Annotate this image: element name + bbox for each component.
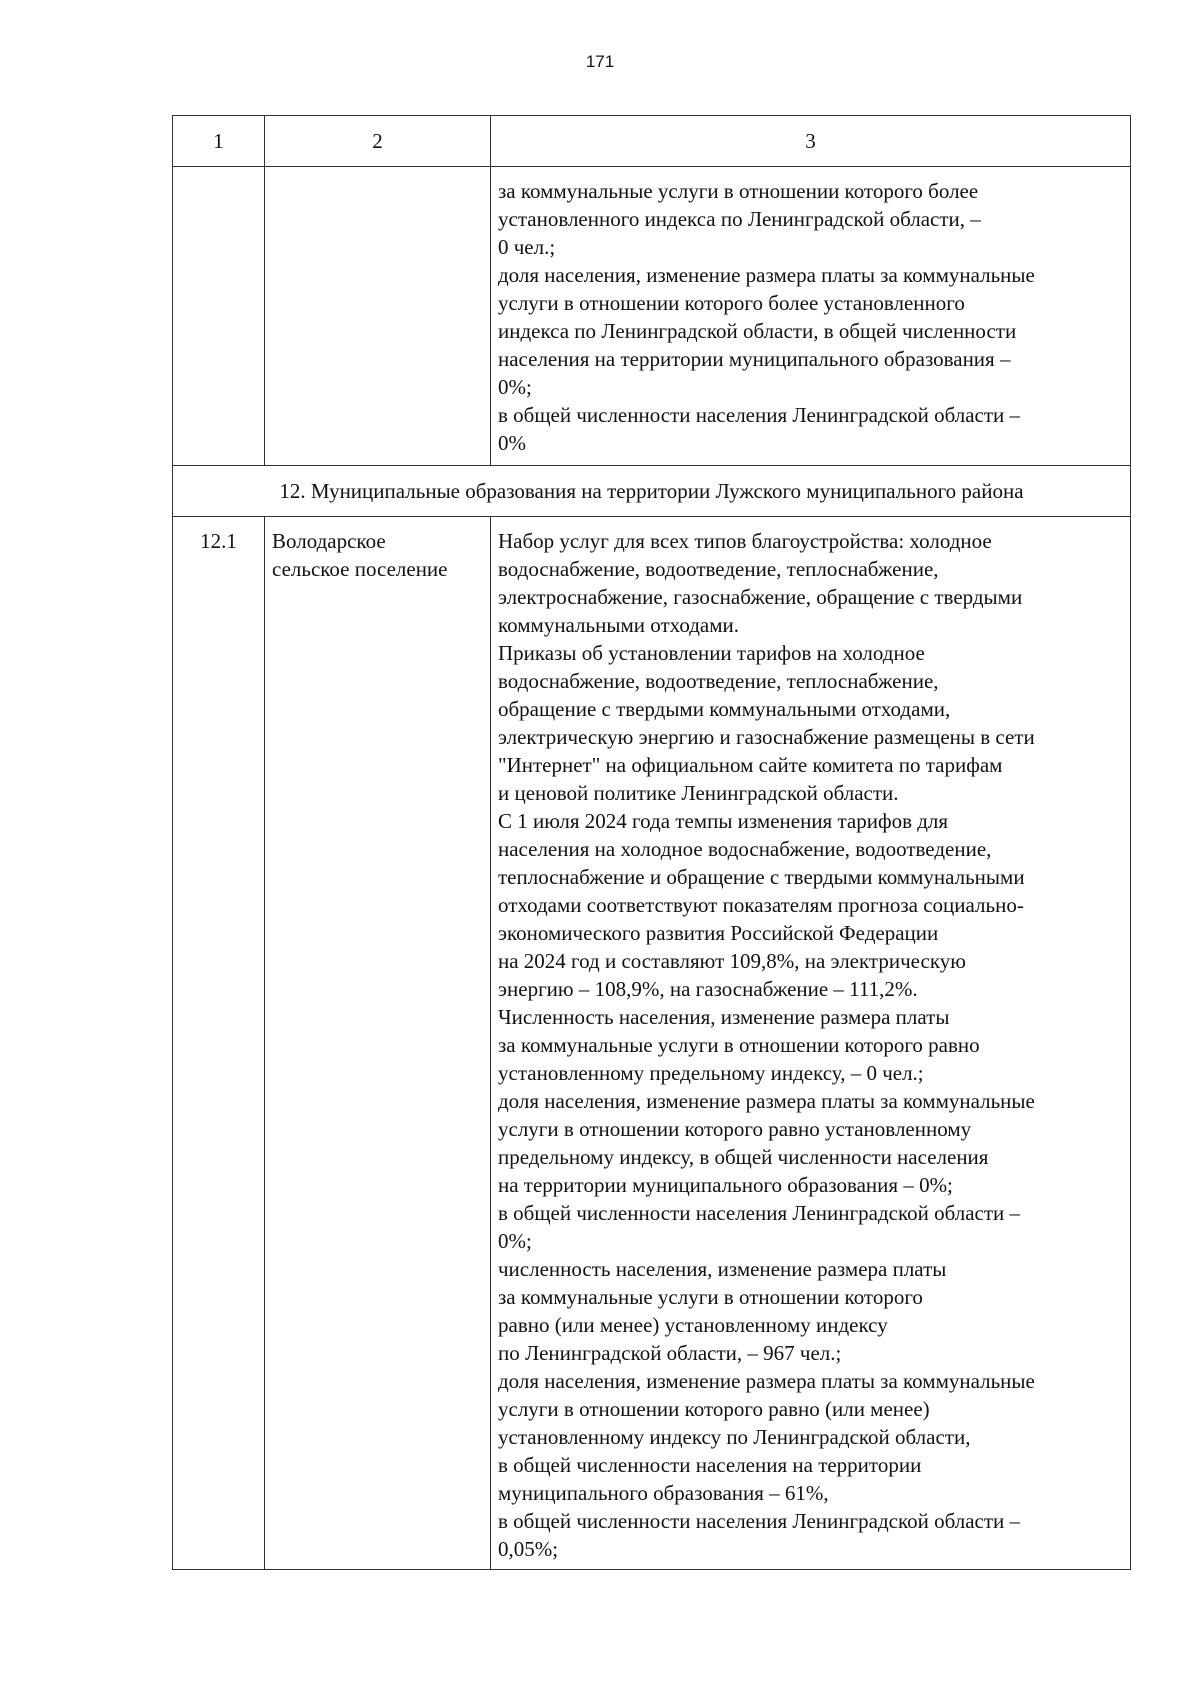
- header-cell-1: 1: [173, 116, 265, 167]
- text-line: муниципального образования – 61%,: [498, 1481, 829, 1505]
- text-line: теплоснабжение и обращение с твердыми коммунальными: [498, 865, 1025, 889]
- text-line: установленному предельному индексу, – 0 чел.;: [498, 1061, 924, 1085]
- text-line: доля населения, изменение размера платы за коммунальные: [498, 263, 1035, 287]
- text-line: коммунальными отходами.: [498, 613, 740, 637]
- text-line: Приказы об установлении тарифов на холодное: [498, 641, 925, 665]
- text-line: равно (или менее) установленному индексу: [498, 1313, 888, 1337]
- text-line: услуги в отношении которого равно установленному: [498, 1117, 972, 1141]
- text-line: электроснабжение, газоснабжение, обращение с твердыми: [498, 585, 1023, 609]
- text-line: населения на холодное водоснабжение, водоотведение,: [498, 837, 992, 861]
- text-line: электрическую энергию и газоснабжение размещены в сети: [498, 725, 1035, 749]
- text-line: индекса по Ленинградской области, в общей численности: [498, 319, 1017, 343]
- continued-text-cell: [491, 167, 1131, 466]
- text-line: услуги в отношении которого более установленного: [498, 291, 965, 315]
- text-line: Набор услуг для всех типов благоустройства: холодное: [498, 529, 992, 553]
- entry-name-line: сельское поселение: [272, 557, 448, 581]
- entry-name-cell: [265, 517, 491, 1570]
- text-line: экономического развития Российской Федерации: [498, 921, 939, 945]
- text-line: 0,05%;: [498, 1537, 559, 1561]
- text-line: доля населения, изменение размера платы за коммунальные: [498, 1089, 1035, 1113]
- text-line: в общей численности населения Ленинградской области –: [498, 1509, 1021, 1533]
- text-line: 0 чел.;: [498, 235, 556, 259]
- text-line: установленного индекса по Ленинградской области, –: [498, 207, 981, 231]
- text-line: на 2024 год и составляют 109,8%, на электрическую: [498, 949, 966, 973]
- text-line: установленному индексу по Ленинградской области,: [498, 1425, 971, 1449]
- text-line: за коммунальные услуги в отношении которого: [498, 1285, 923, 1309]
- text-line: услуги в отношении которого равно (или менее): [498, 1397, 930, 1421]
- text-line: 0%: [498, 431, 526, 455]
- text-line: С 1 июля 2024 года темпы изменения тарифов для: [498, 809, 949, 833]
- page-number: 171: [585, 52, 615, 71]
- text-line: доля населения, изменение размера платы за коммунальные: [498, 1369, 1035, 1393]
- text-line: и ценовой политике Ленинградской области.: [498, 781, 899, 805]
- document-table: [172, 115, 1131, 1570]
- text-line: 0%;: [498, 375, 532, 399]
- continued-number-cell: [173, 167, 265, 466]
- text-line: Численность населения, изменение размера платы: [498, 1005, 950, 1029]
- text-line: энергию – 108,9%, на газоснабжение – 111,2%.: [498, 977, 918, 1001]
- text-line: на территории муниципального образования – 0%;: [498, 1173, 953, 1197]
- section-row: [173, 466, 1131, 517]
- table-header-row: [173, 116, 1131, 167]
- text-line: в общей численности населения Ленинградской области –: [498, 403, 1021, 427]
- text-line: водоснабжение, водоотведение, теплоснабжение,: [498, 557, 939, 581]
- entry-text-cell: [491, 517, 1131, 1570]
- table-row-entry: [173, 517, 1131, 1570]
- entry-name-line: Володарское: [272, 529, 386, 553]
- text-line: по Ленинградской области, – 967 чел.;: [498, 1341, 842, 1365]
- text-line: "Интернет" на официальном сайте комитета по тарифам: [498, 753, 1003, 777]
- header-cell-3: 3: [491, 116, 1131, 167]
- entry-number: 12.1: [173, 517, 265, 1570]
- text-line: отходами соответствуют показателям прогноза социально-: [498, 893, 1024, 917]
- header-cell-2: 2: [265, 116, 491, 167]
- text-line: в общей численности населения на территории: [498, 1453, 922, 1477]
- text-line: 0%;: [498, 1229, 532, 1253]
- continued-name-cell: [265, 167, 491, 466]
- text-line: обращение с твердыми коммунальными отходами,: [498, 697, 951, 721]
- text-line: за коммунальные услуги в отношении которого более: [498, 179, 979, 203]
- text-line: за коммунальные услуги в отношении которого равно: [498, 1033, 980, 1057]
- section-title: 12. Муниципальные образования на территории Лужского муниципального района: [173, 466, 1131, 517]
- text-line: численность населения, изменение размера платы: [498, 1257, 947, 1281]
- text-line: водоснабжение, водоотведение, теплоснабжение,: [498, 669, 939, 693]
- table-row-continued: [173, 167, 1131, 466]
- text-line: предельному индексу, в общей численности населения: [498, 1145, 989, 1169]
- text-line: в общей численности населения Ленинградской области –: [498, 1201, 1021, 1225]
- text-line: населения на территории муниципального образования –: [498, 347, 1011, 371]
